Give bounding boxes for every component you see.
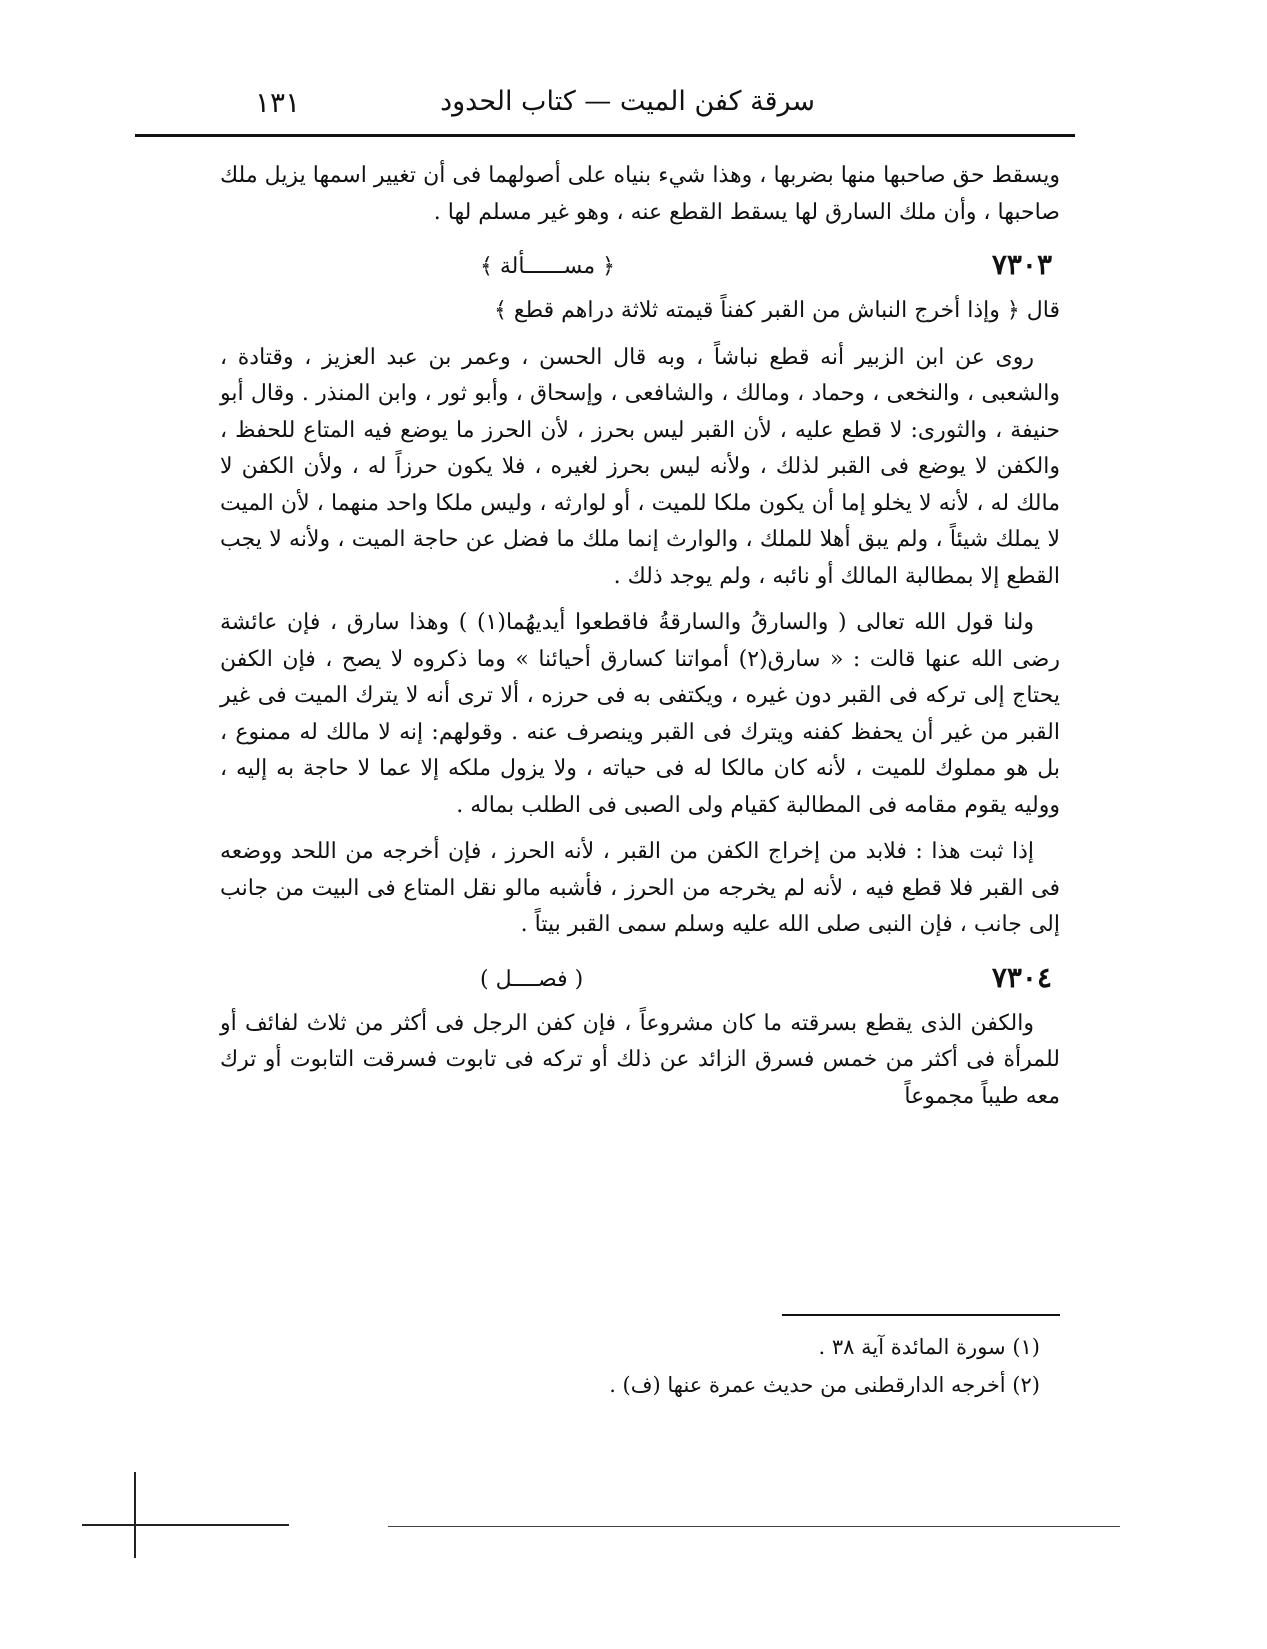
section-number: ٧٣٠٣ xyxy=(991,248,1052,281)
page-header xyxy=(135,86,1075,130)
section-label: ﴿ مســــــألة ﴾ xyxy=(480,254,616,279)
footnotes xyxy=(540,1328,1040,1404)
paragraph-5: إذا ثبت هذا : فلابد من إخراج الكفن من القبر ، لأنه الحرز ، فإن أخرجه من اللحد ووضعه فى القبر فلا قطع فيه ، لأنه لم يخرجه من الحرز ، فأشبه مالو نقل المتاع فى البيت من جانب إلى جانب ، فإن النبى صلى الله عليه وسلم سمى القبر بيتاً . xyxy=(220,839,1060,937)
bottom-rule xyxy=(388,1526,1120,1527)
crop-mark-vertical xyxy=(134,1472,136,1558)
paragraph-3: روى عن ابن الزبير أنه قطع نباشاً ، وبه قال الحسن ، وعمر بن عبد العزيز ، وقتادة ، والشعبى ، والنخعى ، وحماد ، ومالك ، والشافعى ، وإسحاق ، وأبو ثور ، وابن المنذر . وقال أبو حنيفة ، والثورى: لا قطع عليه ، لأن القبر ليس بحرز ، لأن الحرز ما يوضع فيه المتاع للحفظ ، والكفن لا يوضع فى القبر لذلك ، ولأنه ليس بحرز لغيره ، فلا يكون حرزاً له ، ولأن الكفن لا مالك له ، لأنه لا يخلو إما أن يكون ملكا للميت ، أو لوارثه ، وليس ملكا واحد منهما ، لأن الميت لا يملك شيئاً ، ولم يبق أهلا للملك ، والوارث إنما ملك ما فضل عن حاجة الميت ، ولأنه لا يجب القطع إلا بمطالبة المالك أو نائبه ، ولم يوجد ذلك . xyxy=(220,344,1060,589)
body-text xyxy=(220,158,1060,1125)
paragraph-4: ولنا قول الله تعالى ( والسارقُ والسارقةُ فاقطعوا أيديهُما(١) ) وهذا سارق ، فإن عائشة رضى الله عنها قالت : « سارق(٢) أمواتنا كسارق أحيائنا » وما ذكروه لا يصح ، فإن الكفن يحتاج إلى تركه فى القبر دون غيره ، ويكتفى به فى حرزه ، ألا ترى أنه لا يترك الميت فى غير القبر من غير أن يحفظ كفنه ويترك فى القبر وينصرف عنه . وقولهم: إنه لا مالك له ممنوع ، بل هو مملوك للميت ، لأنه كان مالكا له فى حياته ، ولا يزول ملكه إلا عما لا حاجة به إليه ، ووليه يقوم مقامه فى المطالبة كقيام ولى الصبى فى الطلب بماله . xyxy=(220,610,1060,818)
section-heading-7304 xyxy=(220,960,1060,998)
paragraph-6: والكفن الذى يقطع بسرقته ما كان مشروعاً ، فإن كفن الرجل فى أكثر من ثلاث لفائف أو للمرأة فى أكثر من خمس فسرق الزائد عن ذلك أو تركه فى تابوت فسرقت التابوت أو ترك معه طيباً مجموعاً xyxy=(220,1010,1060,1109)
footnote-1: (١) سورة المائدة آية ٣٨ . xyxy=(818,1335,1040,1359)
paragraph-2: قال ﴿ وإذا أخرج النباش من القبر كفناً قيمته ثلاثة دراهم قطع ﴾ xyxy=(494,298,1060,323)
footnote-2: (٢) أخرجه الدارقطنى من حديث عمرة عنها (ف) . xyxy=(609,1373,1040,1397)
section-number: ٧٣٠٤ xyxy=(991,960,1052,994)
footnote-rule xyxy=(782,1314,1060,1316)
header-rule xyxy=(135,134,1075,137)
section-heading-7303 xyxy=(220,247,1060,285)
crop-mark-horizontal xyxy=(82,1524,289,1526)
page-number: ١٣١ xyxy=(255,86,301,119)
section-label: ( فصــــل ) xyxy=(480,966,584,992)
paragraph-1: ويسقط حق صاحبها منها بضربها ، وهذا شيء بنياه على أصولهما فى أن تغيير اسمها يزيل ملك صاحبها ، وأن ملك السارق لها يسقط القطع عنه ، وهو غير مسلم لها . xyxy=(220,163,1060,225)
running-title: سرقة كفن الميت — كتاب الحدود xyxy=(440,86,815,117)
